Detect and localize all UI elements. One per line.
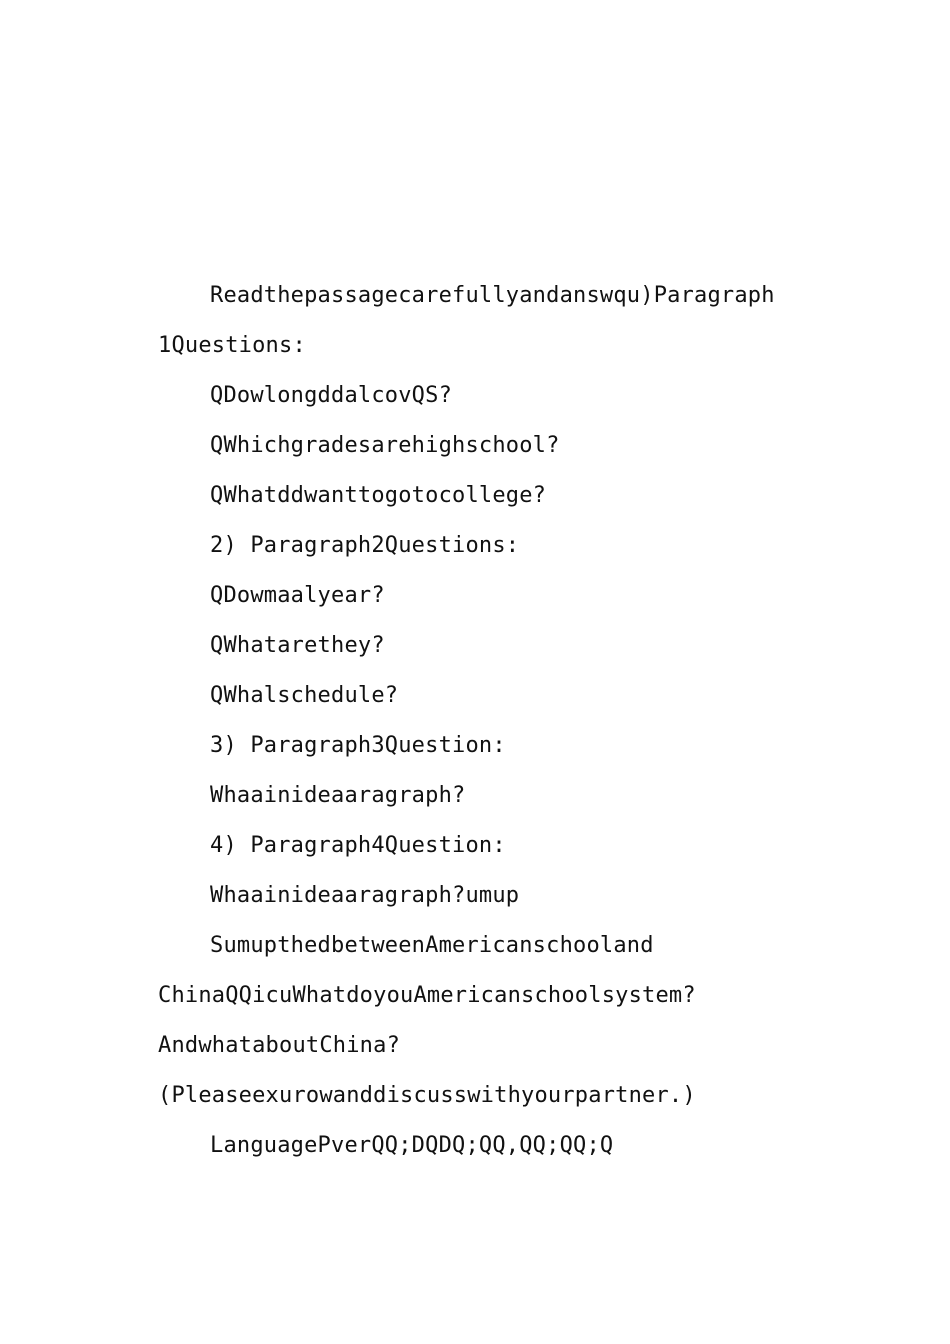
paragraph-4-heading: 4) Paragraph4Question: (210, 833, 506, 858)
discussion-instruction: (Pleaseexurowanddiscusswithyourpartner.) (158, 1083, 696, 1108)
summary-line: ChinaQQicuWhatdoyouAmericanschoolsystem? (158, 983, 696, 1008)
question-line: QWhatddwanttogotocollege? (210, 483, 547, 508)
question-line: QWhalschedule? (210, 683, 399, 708)
question-line: Whaainideaaragraph? (210, 783, 466, 808)
question-line: QWhichgradesarehighschool? (210, 433, 560, 458)
paragraph-3-heading: 3) Paragraph3Question: (210, 733, 506, 758)
question-line: QDowlongddalcovQS? (210, 383, 453, 408)
paragraph-2-heading: 2) Paragraph2Questions: (210, 533, 520, 558)
instruction-line: Readthepassagecarefullyandanswqu)Paragraph (210, 283, 775, 308)
summary-line: SumupthedbetweenAmericanschooland (210, 933, 654, 958)
summary-line: AndwhataboutChina? (158, 1033, 401, 1058)
question-line: QWhatarethey? (210, 633, 385, 658)
question-line: Whaainideaaragraph?umup (210, 883, 520, 908)
language-points-line: LanguagePverQQ;DQDQ;QQ,QQ;QQ;Q (210, 1133, 614, 1158)
paragraph-1-heading: 1Questions: (158, 333, 306, 358)
question-line: QDowmaalyear? (210, 583, 385, 608)
